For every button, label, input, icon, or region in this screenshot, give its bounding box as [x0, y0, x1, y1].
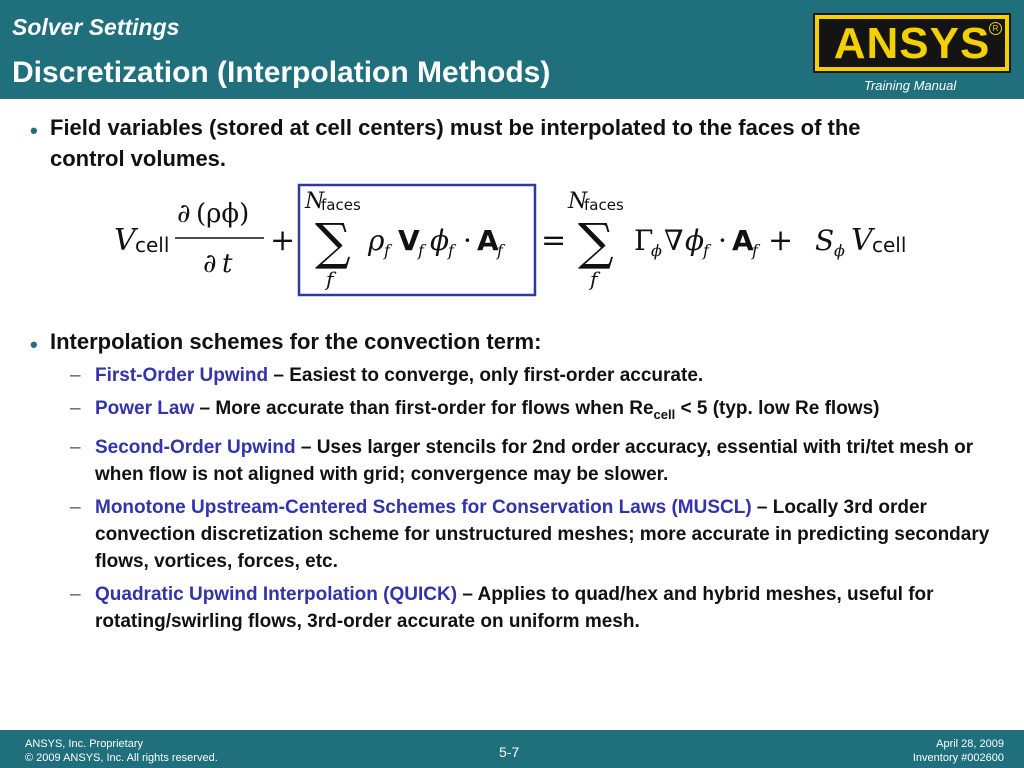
list-item	[70, 395, 1010, 428]
scheme-list	[70, 362, 1010, 641]
inventory-number: Inventory #002600	[912, 752, 1004, 764]
plus-sign: +	[270, 223, 296, 258]
bullet-1-text	[50, 112, 861, 174]
logo-panel	[819, 19, 1005, 67]
logo-text: ANSYS	[833, 19, 991, 68]
scheme-description: – Easiest to converge, only first-order accurate.	[268, 365, 704, 386]
bullet-icon: •	[30, 118, 38, 143]
scheme-term: First-Order Upwind	[95, 365, 269, 386]
sum-limit-n: N	[305, 189, 325, 214]
sum-limit-faces: faces	[321, 196, 361, 214]
training-manual-label: Training Manual	[864, 78, 957, 93]
time-symbol: t	[222, 249, 233, 279]
area-symbol: A	[477, 224, 499, 257]
dash-icon: –	[70, 583, 81, 605]
scheme-term: Monotone Upstream-Centered Schemes for Conservation Laws (MUSCL)	[95, 496, 752, 518]
dot-operator: ·	[463, 224, 472, 257]
sum-limit-faces-2: faces	[584, 196, 624, 214]
sum-index-f: f	[326, 267, 334, 291]
rho-subscript-f: f	[384, 241, 390, 260]
list-item	[70, 362, 1010, 389]
area-subscript-f-2: f	[752, 241, 758, 260]
footer-left	[25, 737, 218, 765]
scheme-term: Second-Order Upwind	[95, 436, 296, 458]
phi-subscript-f: f	[448, 241, 454, 260]
scheme-description: – More accurate than first-order for flows when Re	[194, 398, 654, 419]
phi-subscript-f-2: f	[703, 241, 709, 260]
dash-icon: –	[70, 496, 81, 518]
sum-index-f-2: f	[590, 267, 598, 291]
partial-bottom: ∂	[203, 249, 217, 279]
gamma-symbol: Γ	[634, 224, 654, 257]
area-subscript-f: f	[497, 241, 503, 260]
scheme-description-cont: < 5 (typ. low Re flows)	[675, 398, 880, 419]
section-title: Solver Settings	[12, 14, 180, 40]
bullet-icon: •	[30, 332, 38, 357]
partial-top: ∂	[177, 199, 191, 229]
scheme-description: – Uses larger stencils for 2nd order accuracy, essential with tri/tet mesh or when flow is not aligned with grid; convergence may be slower.	[95, 436, 974, 485]
nabla-symbol: ∇	[664, 224, 684, 257]
phi-symbol: ϕ	[430, 224, 450, 257]
scheme-description: – Locally 3rd order convection discretization scheme for unstructured meshes; more accurate in predicting secondary flows, vortices, forces, etc.	[95, 496, 990, 572]
list-item	[70, 494, 1010, 575]
volume-symbol-2: V	[851, 223, 873, 258]
registered-mark-icon: R	[989, 22, 1002, 35]
page-number: 5-7	[499, 744, 520, 760]
rho-phi: (ρϕ)	[196, 199, 250, 229]
equals-sign: =	[541, 223, 567, 258]
bullet-2-text: Interpolation schemes for the convection term:	[50, 329, 542, 354]
bullet-1-line-2: control volumes.	[50, 146, 227, 171]
list-item	[70, 434, 1010, 488]
sum-limit-n-2: N	[568, 189, 588, 214]
cell-subscript-2: cell	[872, 233, 907, 257]
scheme-description: – Applies to quad/hex and hybrid meshes, useful for rotating/swirling flows, 3rd-order accurate on uniform mesh.	[95, 583, 934, 632]
velocity-symbol: V	[398, 224, 420, 257]
dash-icon: –	[70, 365, 81, 386]
ansys-logo	[813, 13, 1011, 73]
cell-subscript: cell	[135, 233, 170, 257]
dash-icon: –	[70, 398, 81, 419]
source-subscript-phi: ϕ	[834, 241, 845, 260]
discretization-formula	[0, 180, 1024, 300]
dot-operator-2: ·	[718, 224, 727, 257]
volume-symbol: V	[114, 223, 136, 258]
phi-symbol-2: ϕ	[685, 224, 705, 257]
scheme-term: Power Law	[95, 398, 195, 419]
copyright-notice: © 2009 ANSYS, Inc. All rights reserved.	[25, 752, 218, 764]
scheme-term: Quadratic Upwind Interpolation (QUICK)	[95, 583, 458, 605]
area-symbol-2: A	[732, 224, 754, 257]
footer-date: April 28, 2009	[936, 738, 1004, 750]
plus-sign-2: +	[768, 223, 794, 258]
list-item	[70, 581, 1010, 635]
dash-icon: –	[70, 436, 81, 458]
bullet-1-line-1: Field variables (stored at cell centers) must be interpolated to the faces of the	[50, 115, 861, 140]
rho-symbol: ρ	[368, 224, 385, 257]
scheme-subscript: cell	[653, 406, 676, 422]
sum-symbol: ∑	[315, 213, 351, 271]
footer-bar	[0, 730, 1024, 768]
slide-title: Discretization (Interpolation Methods)	[12, 56, 551, 89]
proprietary-notice: ANSYS, Inc. Proprietary	[25, 738, 143, 750]
footer-right	[913, 737, 1004, 765]
sum-symbol-2: ∑	[578, 213, 614, 271]
gamma-subscript-phi: ϕ	[651, 241, 662, 260]
header-bar	[0, 0, 1024, 99]
source-symbol: S	[815, 224, 835, 257]
velocity-subscript-f: f	[418, 241, 424, 260]
